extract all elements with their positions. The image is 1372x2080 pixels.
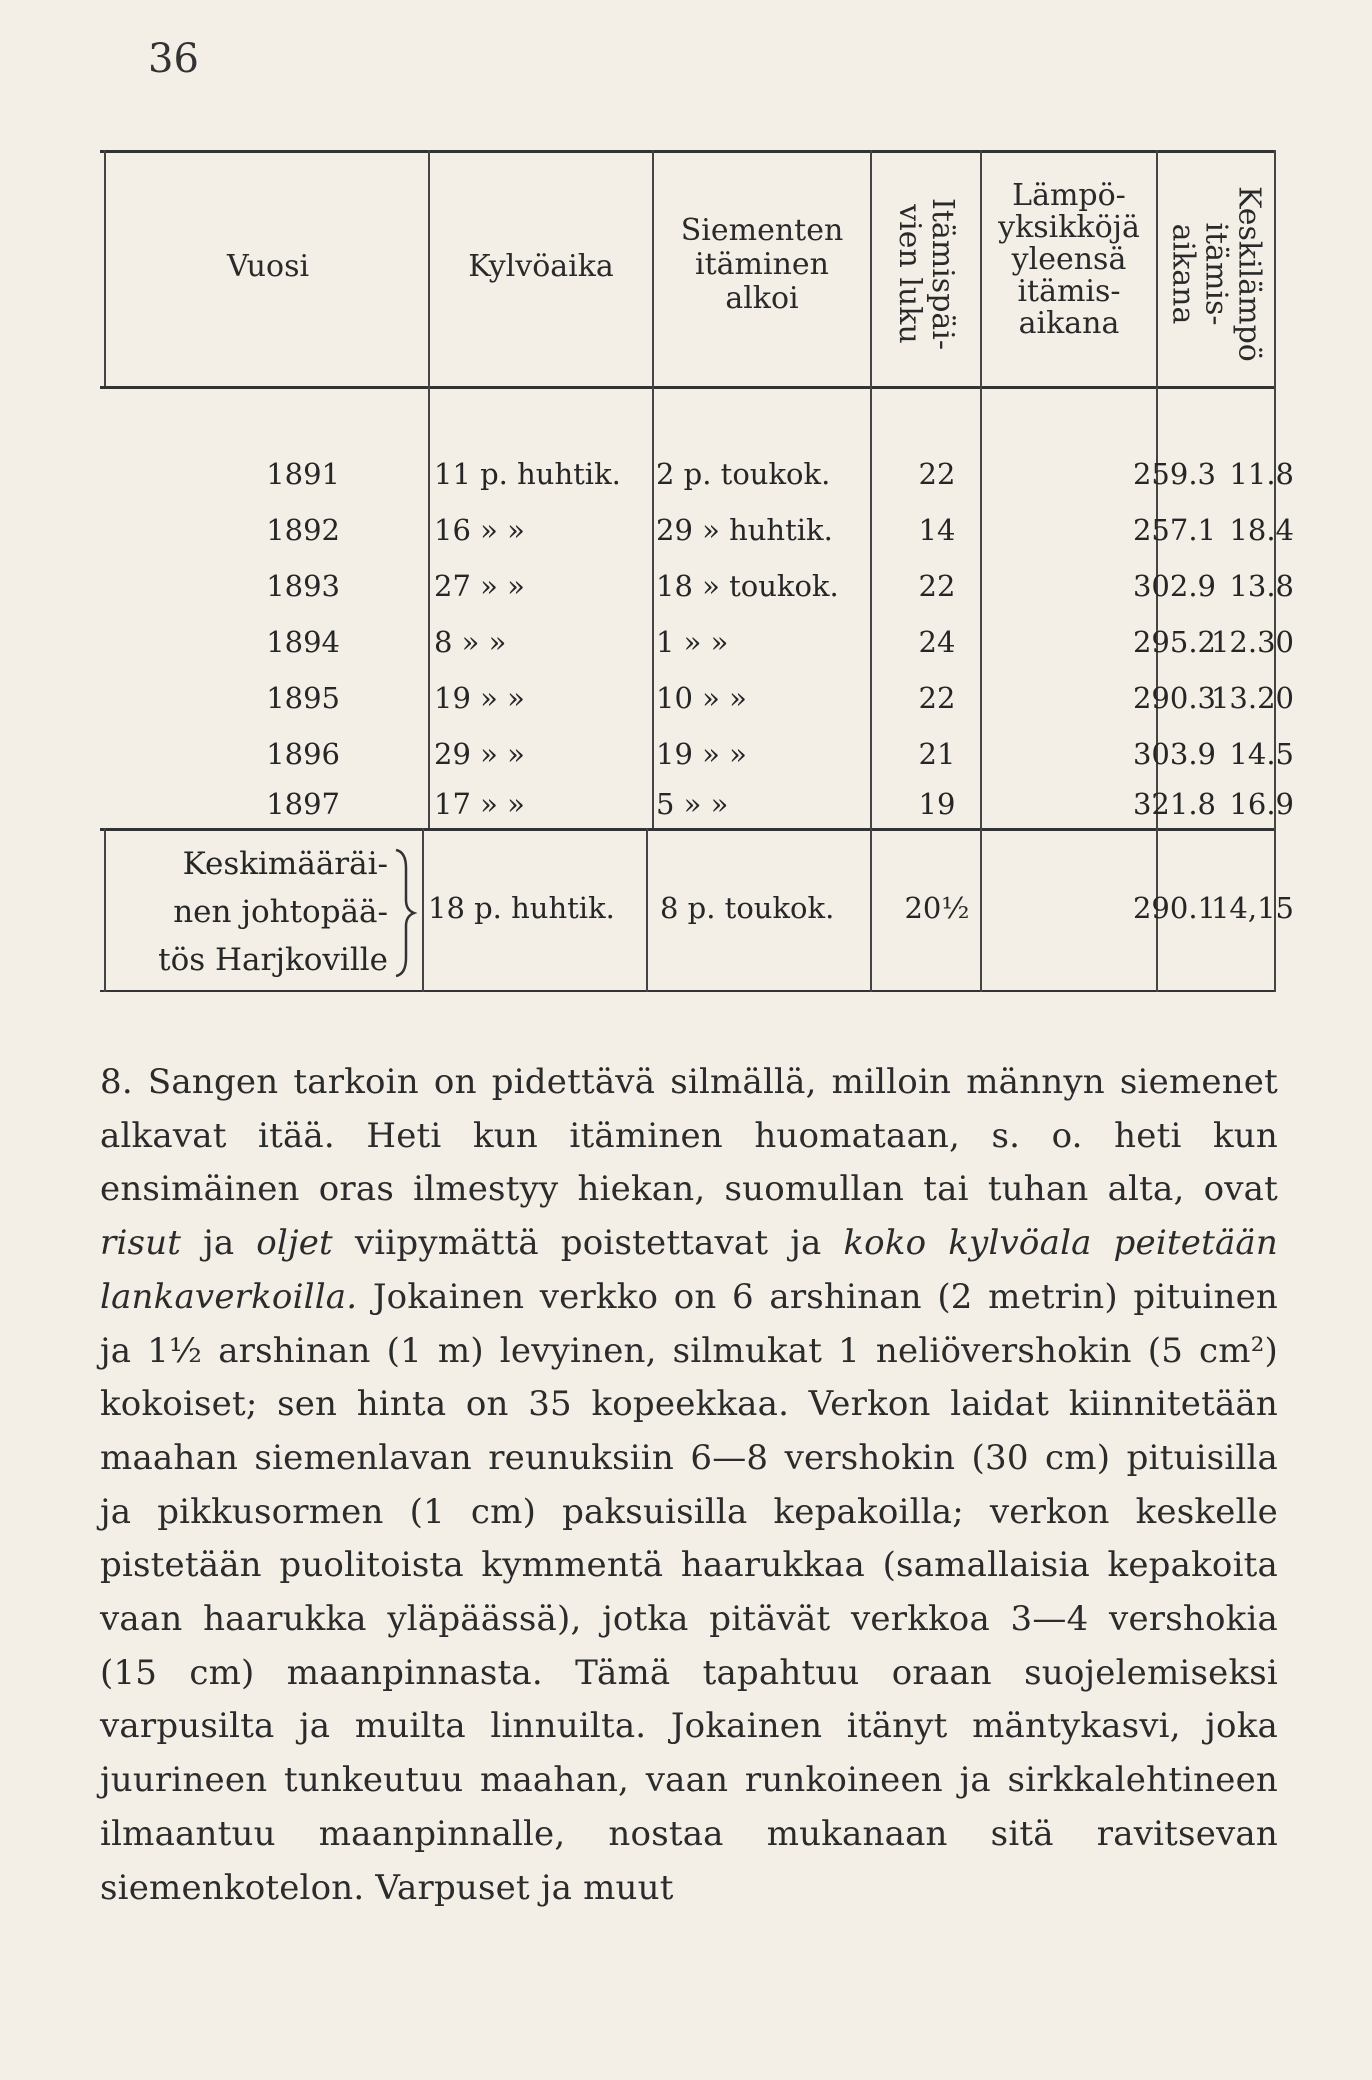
col-divider-2b bbox=[422, 828, 424, 992]
cell-heat: 295.2 bbox=[1132, 625, 1216, 659]
summary-heat: 290.1 bbox=[1132, 891, 1216, 925]
cell-year: 1896 bbox=[266, 737, 340, 771]
cell-year: 1894 bbox=[266, 625, 340, 659]
cell-year: 1892 bbox=[266, 513, 340, 547]
cell-sowing: 17 » » bbox=[434, 787, 525, 821]
italic-risut: risut bbox=[100, 1223, 182, 1264]
summary-days: 20½ bbox=[904, 891, 970, 925]
cell-heat: 303.9 bbox=[1132, 737, 1216, 771]
cell-mean: 13.20 bbox=[1210, 681, 1294, 715]
col-divider-1b bbox=[104, 828, 106, 992]
cell-germination: 5 » » bbox=[656, 787, 729, 821]
header-germination-start: Siementen itäminen alkoi bbox=[680, 213, 844, 316]
cell-sowing: 27 » » bbox=[434, 569, 525, 603]
cell-mean: 18.4 bbox=[1229, 513, 1294, 547]
header-bottom-rule bbox=[100, 386, 1276, 389]
italic-phrase: koko kylvöala peitetään lankaverkoilla. bbox=[100, 1223, 1278, 1317]
summary-sowing: 18 p. huhtik. bbox=[428, 891, 615, 925]
cell-days: 22 bbox=[918, 681, 956, 715]
cell-year: 1895 bbox=[266, 681, 340, 715]
cell-days: 14 bbox=[918, 513, 956, 547]
cell-days: 22 bbox=[918, 569, 956, 603]
cell-year: 1893 bbox=[266, 569, 340, 603]
body-paragraph: 8. Sangen tarkoin on pidettävä silmällä, milloin männyn siemenet alkavat itää. Heti kun itäminen huomataan, s. o. heti kun ensimäinen oras ilmestyy hiekan, suomullan tai tuhan alta, ovat risut ja oljet viipymättä poistettavat ja koko kylvöala peitetään lankaverkoilla. Jokainen verkko on 6 arshinan (2 metrin) pituinen ja 1½ arshinan (1 m) levyinen, silmukat 1 neliövershokin (5 cm²) kokoiset; sen hinta on 35 kopeekkaa. Verkon laidat kiinnitetään maahan siemenlavan reunuksiin 6—8 vershokin (30 cm) pituisilla ja pikkusormen (1 cm) paksuisilla kepakoilla; verkon keskelle pistetään puolitoista kymmentä haarukkaa (samallaisia kepakoita vaan haarukka yläpäässä), jotka pitävät verkkoa 3—4 vershokia (15 cm) maanpinnasta. Tämä tapahtuu oraan suojelemiseksi varpusilta ja muilta linnuilta. Jokainen itänyt mäntykasvi, joka juurineen tunkeutuu maahan, vaan runkoineen ja sirkkalehtineen ilmaantuu maanpinnalle, nostaa mukanaan sitä ravitsevan siemenkotelon. Varpuset ja muut bbox=[100, 1062, 1278, 1908]
cell-heat: 259.3 bbox=[1132, 457, 1216, 491]
cell-germination: 10 » » bbox=[656, 681, 747, 715]
bottom-rule bbox=[100, 990, 1276, 992]
cell-germination: 19 » » bbox=[656, 737, 747, 771]
germination-table bbox=[100, 150, 1294, 992]
cell-germination: 18 » toukok. bbox=[656, 569, 839, 603]
cell-sowing: 11 p. huhtik. bbox=[434, 457, 621, 491]
page-number: 36 bbox=[148, 36, 199, 82]
top-rule bbox=[100, 150, 1276, 153]
header-germination-days: Itämispäi- vien luku bbox=[892, 197, 960, 351]
cell-sowing: 19 » » bbox=[434, 681, 525, 715]
col-divider-2 bbox=[428, 150, 430, 828]
cell-sowing: 8 » » bbox=[434, 625, 507, 659]
cell-heat: 290.3 bbox=[1132, 681, 1216, 715]
cell-days: 19 bbox=[918, 787, 956, 821]
header-mean-temperature: Keskilämpö itämis- aikana bbox=[1165, 186, 1267, 362]
cell-germination: 29 » huhtik. bbox=[656, 513, 833, 547]
cell-mean: 13.8 bbox=[1229, 569, 1294, 603]
italic-oljet: oljet bbox=[256, 1223, 333, 1264]
cell-mean: 12.30 bbox=[1210, 625, 1294, 659]
cell-heat: 257.1 bbox=[1132, 513, 1216, 547]
cell-sowing: 16 » » bbox=[434, 513, 525, 547]
header-heat-units: Lämpö- yksikköjä yleensä itämis- aikana bbox=[998, 178, 1140, 341]
cell-mean: 11.8 bbox=[1229, 457, 1294, 491]
col-divider-1 bbox=[104, 150, 106, 386]
cell-mean: 14.5 bbox=[1229, 737, 1294, 771]
col-divider-3b bbox=[646, 828, 648, 992]
summary-top-rule bbox=[100, 828, 1276, 831]
cell-heat: 302.9 bbox=[1132, 569, 1216, 603]
summary-germination: 8 p. toukok. bbox=[660, 891, 835, 925]
header-year: Vuosi bbox=[226, 249, 310, 284]
cell-sowing: 29 » » bbox=[434, 737, 525, 771]
curly-brace-icon bbox=[392, 848, 418, 978]
cell-mean: 16.9 bbox=[1229, 787, 1294, 821]
cell-year: 1897 bbox=[266, 787, 340, 821]
cell-germination: 1 » » bbox=[656, 625, 729, 659]
cell-heat: 321.8 bbox=[1132, 787, 1216, 821]
cell-year: 1891 bbox=[266, 457, 340, 491]
cell-days: 21 bbox=[918, 737, 956, 771]
summary-label: Keskimääräi- nen johtopää- tös Harjkoville bbox=[158, 846, 388, 978]
cell-days: 22 bbox=[918, 457, 956, 491]
summary-mean: 14,15 bbox=[1210, 891, 1294, 925]
cell-days: 24 bbox=[918, 625, 956, 659]
header-sowing: Kylvöaika bbox=[468, 249, 614, 284]
cell-germination: 2 p. toukok. bbox=[656, 457, 831, 491]
